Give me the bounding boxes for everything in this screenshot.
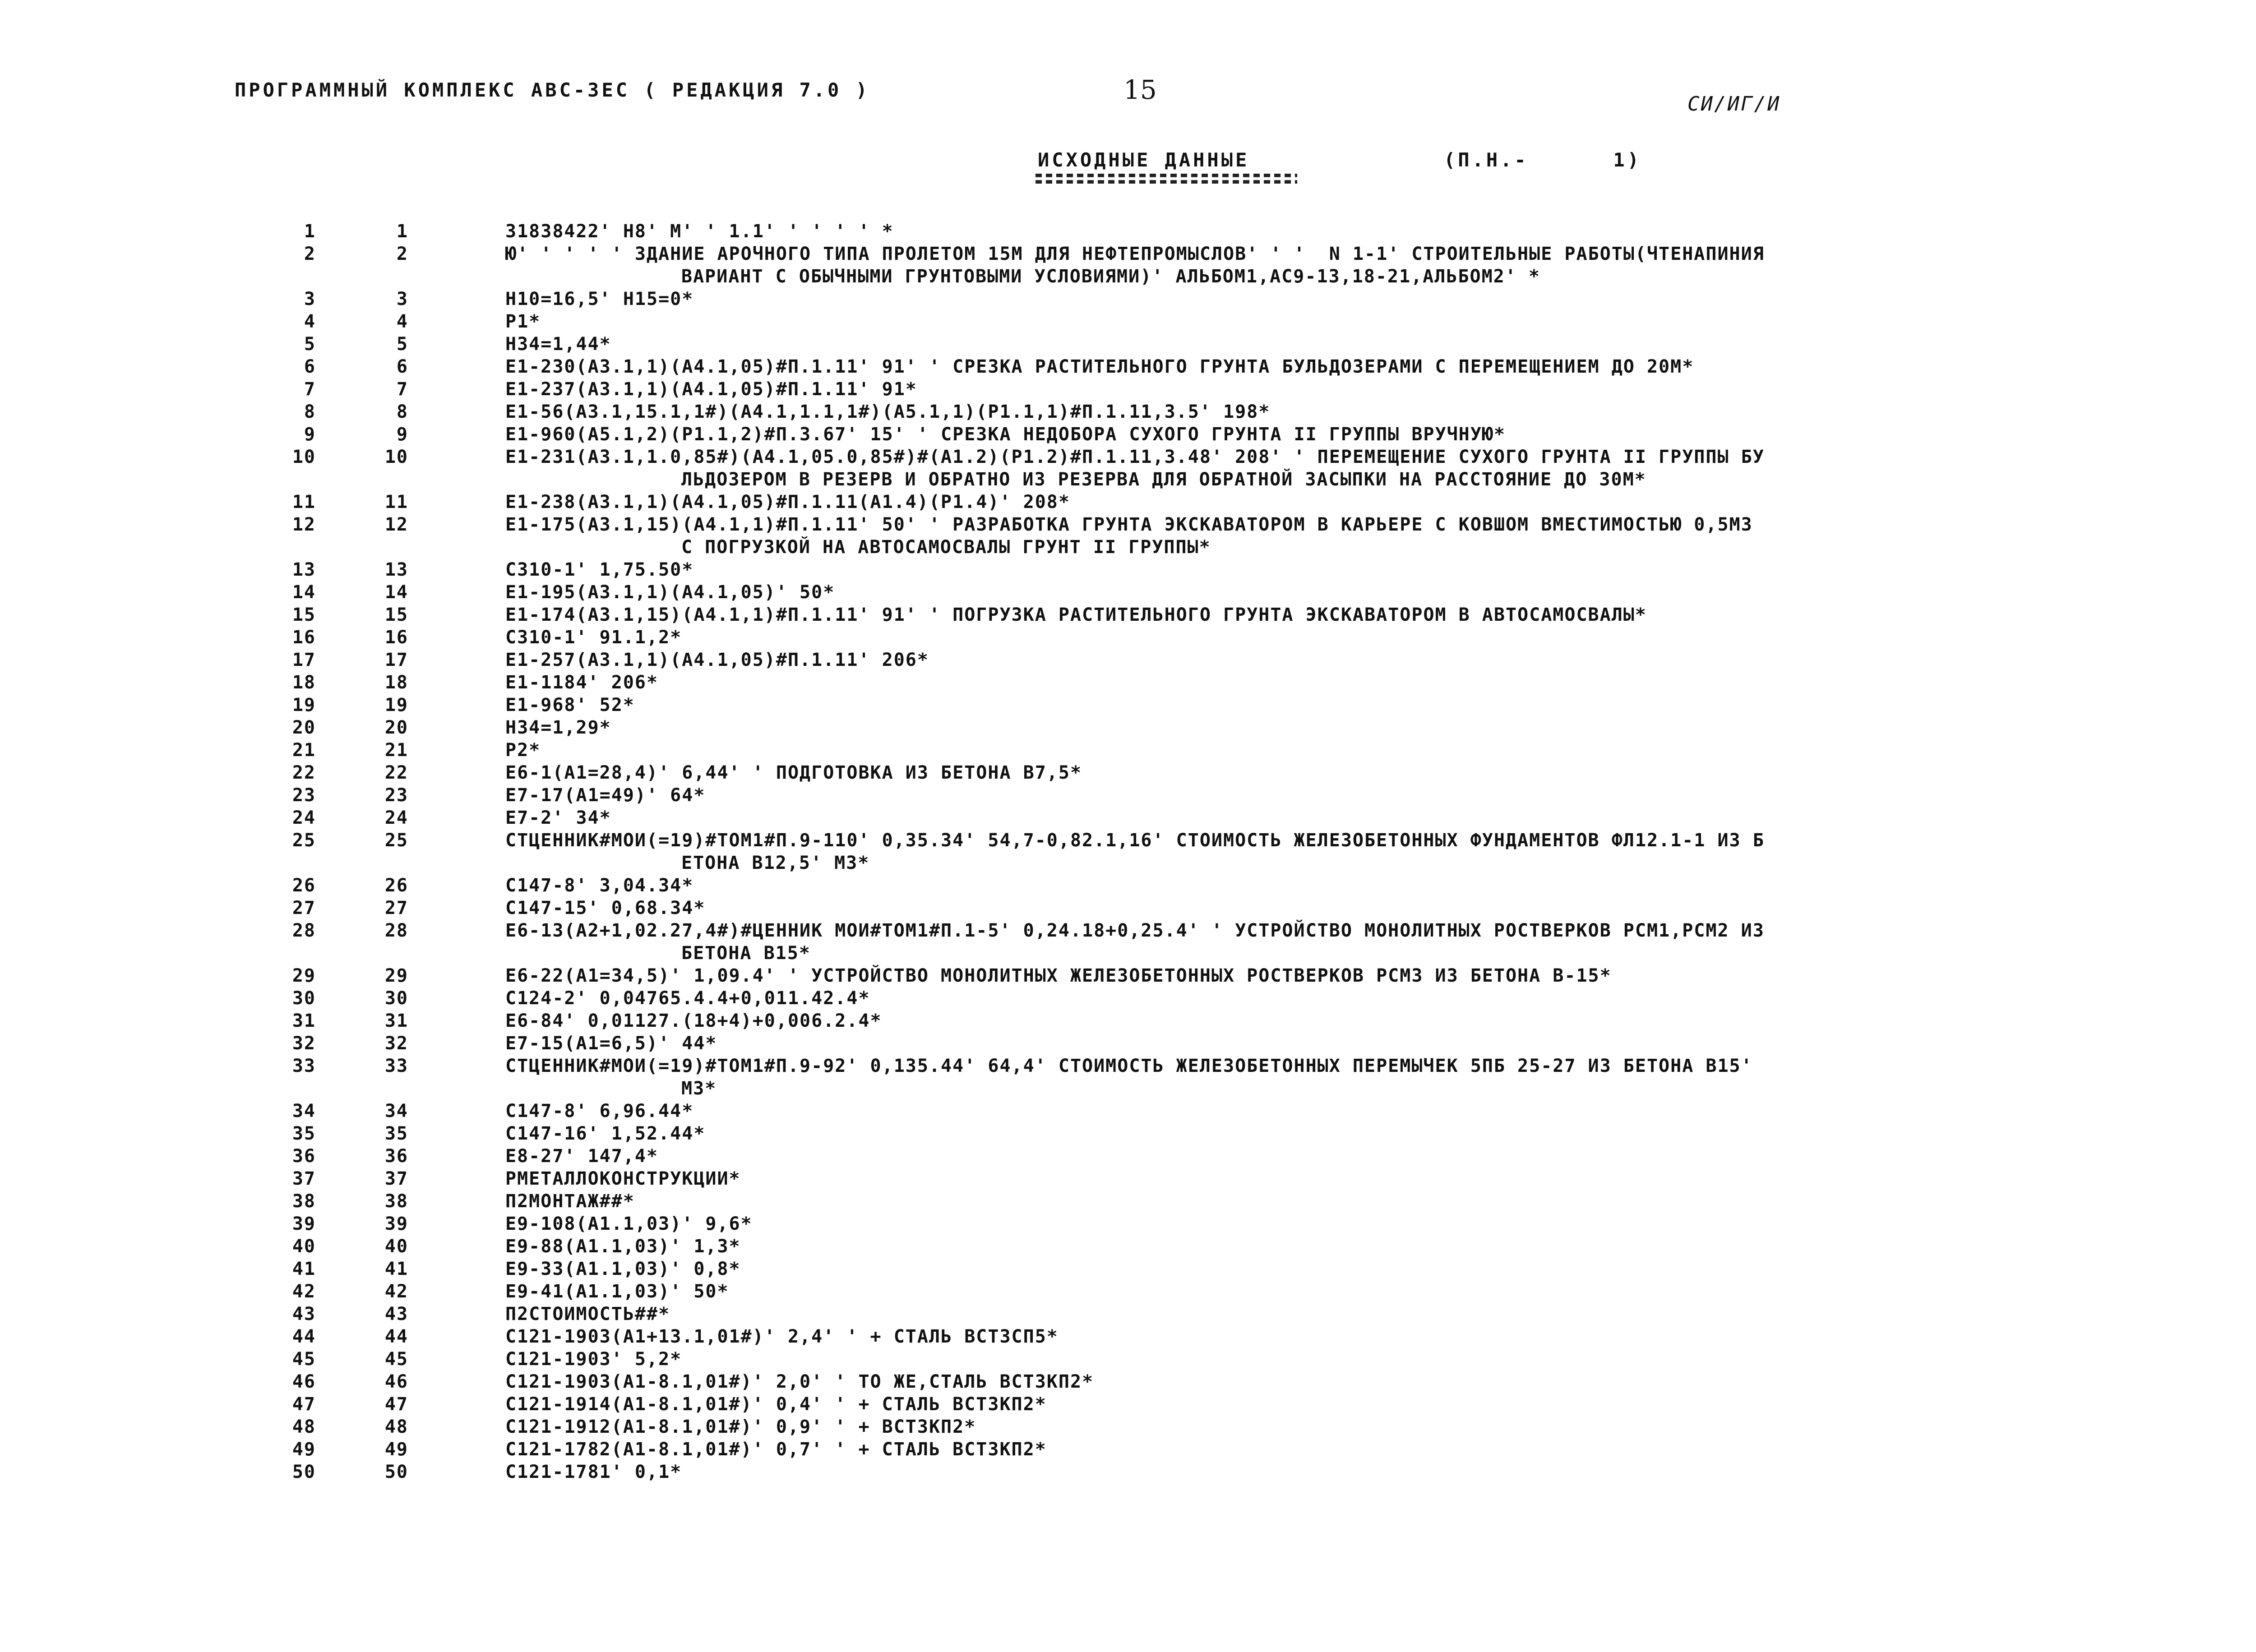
- row-number-secondary: 37: [384, 1168, 408, 1189]
- listing-row: [0, 1325, 2256, 1348]
- row-number-primary: 44: [292, 1326, 316, 1347]
- row-text-block: [505, 1438, 1990, 1461]
- listing-row: [0, 243, 2256, 288]
- row-number-primary: 19: [292, 695, 316, 715]
- row-text-block: [505, 1348, 1990, 1371]
- row-number-primary: 37: [292, 1168, 316, 1189]
- row-number-secondary: 27: [384, 898, 408, 918]
- row-text: С121-1912(А1-8.1,01#)' 0,9' ' + ВСТ3КП2*: [505, 1417, 976, 1437]
- row-number-secondary: 13: [384, 559, 408, 580]
- row-text: С147-15' 0,68.34*: [505, 898, 706, 918]
- row-number-secondary: 36: [384, 1146, 408, 1167]
- row-number-secondary: 12: [384, 514, 408, 535]
- row-text: РМЕТАЛЛОКОНСТРУКЦИИ*: [505, 1168, 741, 1189]
- row-number-secondary: 38: [384, 1191, 408, 1212]
- row-text: Р2*: [505, 740, 541, 761]
- row-text: С121-1914(А1-8.1,01#)' 0,4' ' + СТАЛЬ ВСТ3КП2*: [505, 1394, 1047, 1415]
- row-text-block: [505, 807, 1990, 829]
- listing-row: [0, 1100, 2256, 1122]
- listing-row: [0, 581, 2256, 604]
- row-text-continuation: С ПОГРУЗКОЙ НА АВТОСАМОСВАЛЫ ГРУНТ II ГРУППЫ*: [681, 537, 1211, 558]
- row-text: С121-1903' 5,2*: [505, 1349, 682, 1370]
- row-text: СТЦЕННИК#МОИ(=19)#ТОМ1#П.9-110' 0,35.34' 54,7-0,82.1,16' СТОИМОСТЬ ЖЕЛЕЗОБЕТОННЫХ ФУНДАМЕНТОВ ФЛ12.1-1 ИЗ Б: [505, 830, 1765, 851]
- row-number-primary: 50: [292, 1462, 316, 1482]
- row-text-block: [505, 558, 1990, 581]
- listing-row: [0, 1213, 2256, 1235]
- listing-row: [0, 626, 2256, 649]
- row-text-block: [505, 513, 1990, 558]
- row-text: С310-1' 1,75.50*: [505, 559, 694, 580]
- row-number-primary: 18: [292, 672, 316, 693]
- row-text: Е1-237(А3.1,1)(А4.1,05)#П.1.11' 91*: [505, 379, 917, 400]
- row-text: С121-1903(А1+13.1,01#)' 2,4' ' + СТАЛЬ ВСТ3СП5*: [505, 1326, 1059, 1347]
- row-text-block: [505, 1122, 1990, 1145]
- row-number-secondary: 28: [384, 920, 408, 941]
- row-number-secondary: 32: [384, 1033, 408, 1054]
- row-number-primary: 30: [292, 988, 316, 1009]
- listing-row: [0, 446, 2256, 491]
- row-number-primary: 17: [292, 650, 316, 670]
- listing-row: [0, 784, 2256, 807]
- row-number-primary: 42: [292, 1281, 316, 1302]
- row-number-primary: 40: [292, 1236, 316, 1257]
- listing-row: [0, 333, 2256, 355]
- row-text: Е6-84' 0,01127.(18+4)+0,006.2.4*: [505, 1011, 882, 1031]
- row-text: С310-1' 91.1,2*: [505, 627, 682, 648]
- row-number-primary: 36: [292, 1146, 316, 1167]
- row-text: С147-8' 6,96.44*: [505, 1101, 694, 1121]
- row-number-primary: 21: [292, 740, 316, 761]
- row-number-secondary: 50: [384, 1462, 408, 1482]
- row-number-secondary: 25: [384, 830, 408, 851]
- row-text-block: [505, 919, 1990, 964]
- row-number-primary: 12: [292, 514, 316, 535]
- row-text-block: [505, 829, 1990, 874]
- row-number-secondary: 4: [396, 311, 408, 332]
- row-number-secondary: 39: [384, 1214, 408, 1234]
- row-text: Е7-17(А1=49)' 64*: [505, 785, 706, 806]
- row-number-primary: 39: [292, 1214, 316, 1234]
- listing-row: [0, 874, 2256, 897]
- listing-row: [0, 423, 2256, 446]
- listing-row: [0, 897, 2256, 919]
- row-text-block: [505, 1032, 1990, 1055]
- row-text-block: [505, 378, 1990, 401]
- row-text: Ю' ' ' ' ' ЗДАНИЕ АРОЧНОГО ТИПА ПРОЛЕТОМ 15М ДЛЯ НЕФТЕПРОМЫСЛОВ' ' ' N 1-1' СТРОИТЕЛЬНЫЕ РАБОТЫ(ЧТЕНАПИНИЯ: [505, 244, 1765, 264]
- row-text-block: [505, 333, 1990, 355]
- listing-row: [0, 355, 2256, 378]
- listing-row: [0, 1303, 2256, 1325]
- listing-row: [0, 1348, 2256, 1371]
- row-text: С147-16' 1,52.44*: [505, 1123, 706, 1144]
- row-text-block: [505, 310, 1990, 333]
- row-text-block: [505, 1167, 1990, 1190]
- row-number-secondary: 33: [384, 1056, 408, 1076]
- listing-row: [0, 1122, 2256, 1145]
- row-text-block: [505, 1371, 1990, 1393]
- row-text-block: [505, 1258, 1990, 1280]
- row-number-primary: 26: [292, 875, 316, 896]
- row-text: Е1-175(А3.1,15)(А4.1,1)#П.1.11' 50' ' РАЗРАБОТКА ГРУНТА ЭКСКАВАТОРОМ В КАРЬЕРЕ С КОВШОМ ВМЕСТИМОСТЬЮ 0,5М3: [505, 514, 1753, 535]
- listing-row: [0, 220, 2256, 243]
- row-number-primary: 4: [304, 311, 316, 332]
- row-text-block: [505, 423, 1990, 446]
- row-number-secondary: 17: [384, 650, 408, 670]
- row-number-primary: 34: [292, 1101, 316, 1121]
- listing-row: [0, 1258, 2256, 1280]
- row-text: Е1-174(А3.1,15)(А4.1,1)#П.1.11' 91' ' ПОГРУЗКА РАСТИТЕЛЬНОГО ГРУНТА ЭКСКАВАТОРОМ В АВТОСАМОСВАЛЫ*: [505, 605, 1647, 625]
- row-text: Е8-27' 147,4*: [505, 1146, 659, 1167]
- row-number-secondary: 18: [384, 672, 408, 693]
- row-number-primary: 11: [292, 492, 316, 512]
- row-number-primary: 41: [292, 1259, 316, 1279]
- row-number-secondary: 46: [384, 1371, 408, 1392]
- row-number-secondary: 5: [396, 334, 408, 355]
- row-text-block: [505, 401, 1990, 423]
- row-number-secondary: 30: [384, 988, 408, 1009]
- row-text: 31838422' Н8' М' ' 1.1' ' ' ' ' *: [505, 221, 894, 242]
- row-text: Е1-968' 52*: [505, 695, 635, 715]
- row-number-primary: 27: [292, 898, 316, 918]
- listing-row: [0, 919, 2256, 964]
- listing-row: [0, 964, 2256, 987]
- row-number-primary: 33: [292, 1056, 316, 1076]
- listing-row: [0, 1371, 2256, 1393]
- row-text-block: [505, 491, 1990, 513]
- row-number-secondary: 35: [384, 1123, 408, 1144]
- listing-row: [0, 288, 2256, 310]
- listing-row: [0, 378, 2256, 401]
- row-text: Н34=1,44*: [505, 334, 611, 355]
- row-text-continuation: ЕТОНА В12,5' М3*: [681, 853, 870, 873]
- row-text: Е1-231(А3.1,1.0,85#)(А4.1,05.0,85#)#(А1.2)(Р1.2)#П.1.11,3.48' 208' ' ПЕРЕМЕЩЕНИЕ СУХОГО ГРУНТА II ГРУППЫ БУ: [505, 447, 1765, 467]
- row-text: Е1-238(А3.1,1)(А4.1,05)#П.1.11(А1.4)(Р1.4)' 208*: [505, 492, 1070, 512]
- section-reference: (П.Н.- 1): [1444, 149, 1642, 171]
- row-text: С121-1782(А1-8.1,01#)' 0,7' ' + СТАЛЬ ВСТ3КП2*: [505, 1439, 1047, 1460]
- row-text: Е9-88(А1.1,03)' 1,3*: [505, 1236, 741, 1257]
- row-number-primary: 14: [292, 582, 316, 603]
- row-number-primary: 8: [304, 401, 316, 422]
- row-number-primary: 7: [304, 379, 316, 400]
- row-number-secondary: 47: [384, 1394, 408, 1415]
- row-number-secondary: 43: [384, 1304, 408, 1324]
- row-number-secondary: 1: [396, 221, 408, 242]
- row-text-continuation: М3*: [681, 1078, 717, 1099]
- row-text: Е1-1184' 206*: [505, 672, 659, 693]
- row-text: Е9-108(А1.1,03)' 9,6*: [505, 1214, 753, 1234]
- row-text: Е1-195(А3.1,1)(А4.1,05)' 50*: [505, 582, 835, 603]
- row-text: Е6-13(А2+1,02.27,4#)#ЦЕННИК МОИ#ТОМ1#П.1-5' 0,24.18+0,25.4' ' УСТРОЙСТВО МОНОЛИТНЫХ РОСТВЕРКОВ РСМ1,РСМ2 ИЗ: [505, 920, 1765, 941]
- row-number-primary: 15: [292, 605, 316, 625]
- row-text: Е6-22(А1=34,5)' 1,09.4' ' УСТРОЙСТВО МОНОЛИТНЫХ ЖЕЛЕЗОБЕТОННЫХ РОСТВЕРКОВ РСМ3 ИЗ БЕТОНА В-15*: [505, 965, 1612, 986]
- row-text: С121-1903(А1-8.1,01#)' 2,0' ' ТО ЖЕ,СТАЛЬ ВСТ3КП2*: [505, 1371, 1094, 1392]
- row-number-primary: 22: [292, 762, 316, 783]
- section-title: ИСХОДНЫЕ ДАННЫЕ: [1038, 149, 1250, 171]
- listing-row: [0, 987, 2256, 1010]
- row-text-block: [505, 220, 1990, 243]
- listing-row: [0, 1235, 2256, 1258]
- row-text-block: [505, 243, 1990, 288]
- document-code: СИ/ИГ/И: [1687, 92, 1781, 115]
- listing-row: [0, 1393, 2256, 1416]
- row-number-secondary: 31: [384, 1011, 408, 1031]
- row-text-block: [505, 874, 1990, 897]
- listing-row: [0, 513, 2256, 558]
- row-number-secondary: 16: [384, 627, 408, 648]
- row-text-continuation: ВАРИАНТ С ОБЫЧНЫМИ ГРУНТОВЫМИ УСЛОВИЯМИ)' АЛЬБОМ1,АС9-13,18-21,АЛЬБОМ2' *: [681, 266, 1540, 287]
- listing-row: [0, 1145, 2256, 1167]
- row-number-primary: 48: [292, 1417, 316, 1437]
- row-number-secondary: 14: [384, 582, 408, 603]
- row-text-block: [505, 1190, 1990, 1213]
- listing-row: [0, 739, 2256, 761]
- row-number-primary: 46: [292, 1371, 316, 1392]
- row-number-primary: 1: [304, 221, 316, 242]
- row-number-secondary: 48: [384, 1417, 408, 1437]
- listing-row: [0, 716, 2256, 739]
- row-number-secondary: 34: [384, 1101, 408, 1121]
- row-number-secondary: 45: [384, 1349, 408, 1370]
- row-number-secondary: 7: [396, 379, 408, 400]
- row-text-block: [505, 446, 1990, 491]
- row-text-block: [505, 1393, 1990, 1416]
- row-text-block: [505, 1213, 1990, 1235]
- row-text-block: [505, 288, 1990, 310]
- row-number-secondary: 26: [384, 875, 408, 896]
- row-number-primary: 16: [292, 627, 316, 648]
- row-text-continuation: ЛЬДОЗЕРОМ В РЕЗЕРВ И ОБРАТНО ИЗ РЕЗЕРВА ДЛЯ ОБРАТНОЙ ЗАСЫПКИ НА РАССТОЯНИЕ ДО 30М*: [681, 469, 1646, 490]
- row-number-primary: 47: [292, 1394, 316, 1415]
- listing-row: [0, 1190, 2256, 1213]
- row-text-block: [505, 604, 1990, 626]
- row-text: СТЦЕННИК#МОИ(=19)#ТОМ1#П.9-92' 0,135.44' 64,4' СТОИМОСТЬ ЖЕЛЕЗОБЕТОННЫХ ПЕРЕМЫЧЕК 5ПБ 25-27 ИЗ БЕТОНА В15': [505, 1056, 1753, 1076]
- row-text: Е7-15(А1=6,5)' 44*: [505, 1033, 717, 1054]
- row-text-block: [505, 987, 1990, 1010]
- row-text: Н34=1,29*: [505, 717, 611, 738]
- row-number-secondary: 10: [384, 447, 408, 467]
- row-text: Р1*: [505, 311, 541, 332]
- row-text-block: [505, 626, 1990, 649]
- row-text-block: [505, 649, 1990, 671]
- row-number-secondary: 24: [384, 808, 408, 828]
- row-text-block: [505, 1461, 1990, 1483]
- row-text: Е9-41(А1.1,03)' 50*: [505, 1281, 729, 1302]
- row-number-secondary: 29: [384, 965, 408, 986]
- row-number-secondary: 40: [384, 1236, 408, 1257]
- listing-row: [0, 1416, 2256, 1438]
- row-text: Е1-56(А3.1,15.1,1#)(А4.1,1.1,1#)(А5.1,1)(Р1.1,1)#П.1.11,3.5' 198*: [505, 401, 1271, 422]
- row-number-secondary: 11: [384, 492, 408, 512]
- row-text-block: [505, 581, 1990, 604]
- row-number-secondary: 49: [384, 1439, 408, 1460]
- row-text-block: [505, 1325, 1990, 1348]
- row-text-block: [505, 1280, 1990, 1303]
- listing-row: [0, 829, 2256, 874]
- listing-row: [0, 1032, 2256, 1055]
- row-number-secondary: 19: [384, 695, 408, 715]
- row-number-primary: 3: [304, 289, 316, 309]
- row-number-primary: 25: [292, 830, 316, 851]
- listing-row: [0, 807, 2256, 829]
- row-number-secondary: 15: [384, 605, 408, 625]
- row-text: Н10=16,5' Н15=0*: [505, 289, 694, 309]
- row-text-block: [505, 1055, 1990, 1100]
- listing-row: [0, 694, 2256, 716]
- row-number-secondary: 42: [384, 1281, 408, 1302]
- row-number-secondary: 23: [384, 785, 408, 806]
- row-text-block: [505, 671, 1990, 694]
- row-number-secondary: 6: [396, 356, 408, 377]
- row-text-block: [505, 964, 1990, 987]
- row-number-primary: 29: [292, 965, 316, 986]
- listing-row: [0, 1167, 2256, 1190]
- row-number-secondary: 8: [396, 401, 408, 422]
- row-text-block: [505, 716, 1990, 739]
- row-text: Е6-1(А1=28,4)' 6,44' ' ПОДГОТОВКА ИЗ БЕТОНА В7,5*: [505, 762, 1082, 783]
- row-number-primary: 49: [292, 1439, 316, 1460]
- listing-row: [0, 401, 2256, 423]
- row-text-block: [505, 761, 1990, 784]
- row-text: С124-2' 0,04765.4.4+0,011.42.4*: [505, 988, 870, 1009]
- row-number-primary: 6: [304, 356, 316, 377]
- listing-row: [0, 604, 2256, 626]
- row-number-primary: 13: [292, 559, 316, 580]
- row-number-primary: 31: [292, 1011, 316, 1031]
- row-text: Е7-2' 34*: [505, 808, 611, 828]
- listing-row: [0, 1438, 2256, 1461]
- program-header: ПРОГРАММНЫЙ КОМПЛЕКС АВС-ЗЕС ( РЕДАКЦИЯ 7.0 ): [235, 79, 870, 101]
- row-text-continuation: БЕТОНА В15*: [681, 943, 811, 964]
- row-number-primary: 45: [292, 1349, 316, 1370]
- row-text-block: [505, 739, 1990, 761]
- row-number-primary: 9: [304, 424, 316, 445]
- row-number-primary: 32: [292, 1033, 316, 1054]
- row-number-secondary: 21: [384, 740, 408, 761]
- row-number-primary: 2: [304, 244, 316, 264]
- row-text: Е1-257(А3.1,1)(А4.1,05)#П.1.11' 206*: [505, 650, 929, 670]
- row-text-block: [505, 1235, 1990, 1258]
- listing-row: [0, 310, 2256, 333]
- row-text: Е1-960(А5.1,2)(Р1.1,2)#П.3.67' 15' ' СРЕЗКА НЕДОБОРА СУХОГО ГРУНТА II ГРУППЫ ВРУЧНУЮ*: [505, 424, 1506, 445]
- row-number-secondary: 44: [384, 1326, 408, 1347]
- row-text: С121-1781' 0,1*: [505, 1462, 682, 1482]
- listing-row: [0, 1055, 2256, 1100]
- row-text-block: [505, 897, 1990, 919]
- listing-row: [0, 671, 2256, 694]
- listing-row: [0, 761, 2256, 784]
- row-number-primary: 20: [292, 717, 316, 738]
- row-text: Е9-33(А1.1,03)' 0,8*: [505, 1259, 741, 1279]
- row-number-secondary: 22: [384, 762, 408, 783]
- row-number-secondary: 2: [396, 244, 408, 264]
- row-text-block: [505, 1145, 1990, 1167]
- row-number-primary: 43: [292, 1304, 316, 1324]
- row-text-block: [505, 355, 1990, 378]
- row-number-primary: 35: [292, 1123, 316, 1144]
- row-number-secondary: 20: [384, 717, 408, 738]
- row-text: П2МОНТАЖ##*: [505, 1191, 635, 1212]
- row-number-secondary: 9: [396, 424, 408, 445]
- page-number: 15: [1123, 74, 1157, 105]
- row-number-primary: 5: [304, 334, 316, 355]
- row-text: С147-8' 3,04.34*: [505, 875, 694, 896]
- row-text-block: [505, 784, 1990, 807]
- row-number-secondary: 3: [396, 289, 408, 309]
- row-text: П2СТОИМОСТЬ##*: [505, 1304, 670, 1324]
- listing-row: [0, 558, 2256, 581]
- row-number-primary: 24: [292, 808, 316, 828]
- listing-row: [0, 1010, 2256, 1032]
- row-text-block: [505, 694, 1990, 716]
- listing-row: [0, 491, 2256, 513]
- section-underline: [1036, 174, 1297, 184]
- listing-row: [0, 1461, 2256, 1483]
- row-text-block: [505, 1416, 1990, 1438]
- listing-row: [0, 649, 2256, 671]
- row-number-primary: 10: [292, 447, 316, 467]
- row-number-primary: 28: [292, 920, 316, 941]
- row-text-block: [505, 1100, 1990, 1122]
- row-text-block: [505, 1303, 1990, 1325]
- data-listing: [0, 220, 2256, 1483]
- row-number-secondary: 41: [384, 1259, 408, 1279]
- row-number-primary: 38: [292, 1191, 316, 1212]
- row-text-block: [505, 1010, 1990, 1032]
- listing-row: [0, 1280, 2256, 1303]
- row-text: Е1-230(А3.1,1)(А4.1,05)#П.1.11' 91' ' СРЕЗКА РАСТИТЕЛЬНОГО ГРУНТА БУЛЬДОЗЕРАМИ С ПЕРЕМЕЩЕНИЕМ ДО 20М*: [505, 356, 1694, 377]
- row-number-primary: 23: [292, 785, 316, 806]
